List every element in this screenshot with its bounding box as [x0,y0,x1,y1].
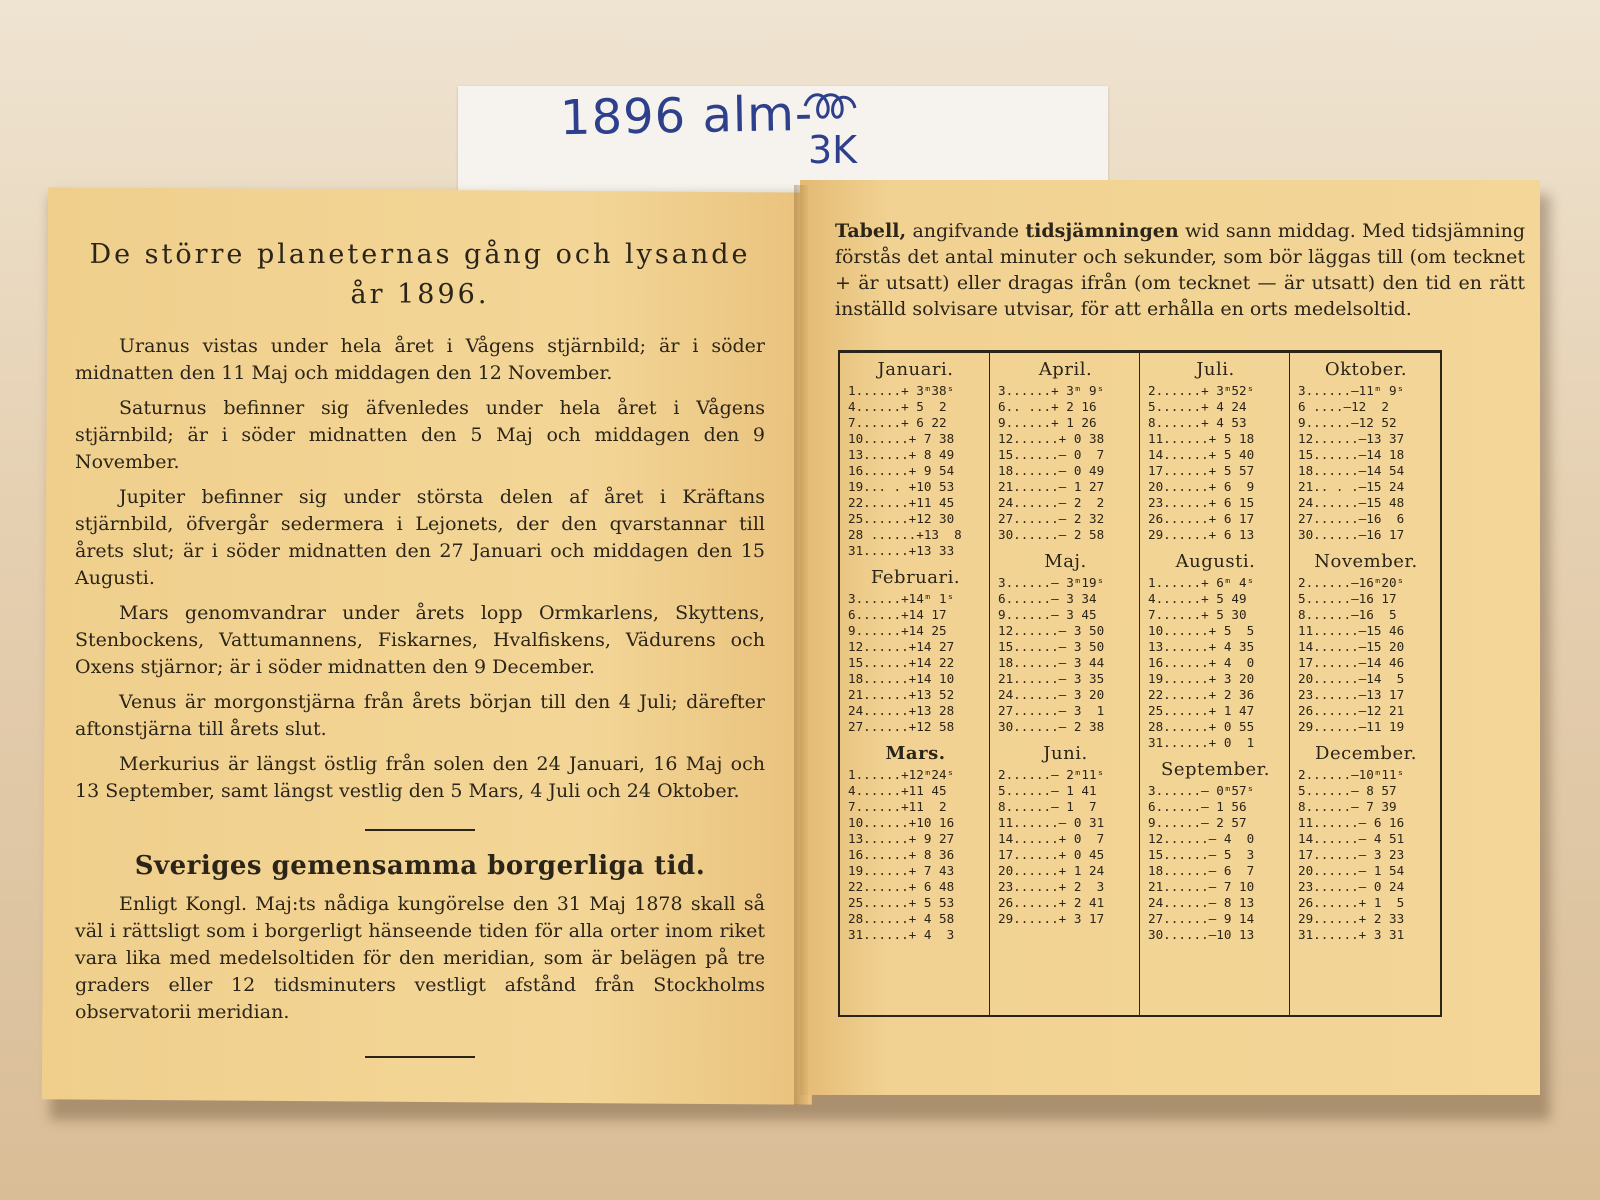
table-row: 31......+ 3 31 [1298,927,1405,942]
divider [365,829,475,831]
table-row: 22......+ 6 48 [848,879,955,894]
table-row: 16......+ 4 0 [1148,655,1255,670]
table-row: 7......+11 2 [848,799,947,814]
month-name: Februari. [870,567,961,588]
table-row: 5......+ 4 24 [1148,399,1247,414]
month-block [1298,359,1434,543]
paragraph-merkurius: Merkurius är längst östlig från solen den 24 Januari, 16 Maj och 13 September, samt längst vestlig den 5 Mars, 4 Juli och 24 Oktober. [75,753,765,802]
table-row: 18......— 6 7 [1148,863,1255,878]
table-row: 14......— 4 51 [1298,831,1405,846]
table-row: 13......+ 8 49 [848,447,955,462]
table-row: 22......+11 45 [848,495,955,510]
table-row: 30......—10 13 [1148,927,1255,942]
table-row: 17......+ 0 45 [998,847,1105,862]
table-row: 3......— 3ᵐ19ˢ [998,575,1105,590]
equation-of-time-table [838,350,1442,1017]
table-row: 12......+14 27 [848,639,955,654]
paragraph-mars: Mars genomvandrar under årets lopp Ormkarlens, Skyttens, Stenbockens, Vattumannens, Fiskarnes, Hvalfiskens, Vädurens och Oxens stjärnor; är i söder midnatten den 9 December. [75,602,765,678]
table-row: 24......— 8 13 [1148,895,1255,910]
table-row: 6.. ...+ 2 16 [998,399,1097,414]
table-row: 28 ......+13 8 [848,527,962,542]
table-row: 20......—14 5 [1298,671,1405,686]
table-row: 21.. . .—15 24 [1298,479,1405,494]
table-row: 18......—14 54 [1298,463,1405,478]
month-block [848,567,983,735]
table-row: 10......+10 16 [848,815,955,830]
month-block [1148,759,1283,943]
table-intro-mid: angifvande [906,220,1026,242]
paragraph-jupiter: Jupiter befinner sig under största delen af året i Kräftans stjärnbild, öfvergår sedermera i Lejonets, der den qvarstannar till årets slut; är i söder midnatten den 27 Januari och middagen den 15 Augusti. [75,486,765,589]
month-block [998,551,1133,735]
table-row: 24......—15 48 [1298,495,1405,510]
table-row: 29......+ 6 13 [1148,527,1255,542]
table-row: 5......— 8 57 [1298,783,1397,798]
table-row: 23......—13 17 [1298,687,1405,702]
month-name: Augusti. [1175,551,1256,572]
table-row: 3......+ 3ᵐ 9ˢ [998,383,1105,398]
table-row: 13......+ 9 27 [848,831,955,846]
table-row: 19......+ 7 43 [848,863,955,878]
table-row: 11......+ 5 18 [1148,431,1255,446]
table-row: 3......+14ᵐ 1ˢ [848,591,955,606]
month-name: April. [1038,359,1093,380]
table-row: 12......+ 0 38 [998,431,1105,446]
table-row: 20......— 1 54 [1298,863,1405,878]
table-row: 4......+ 5 49 [1148,591,1247,606]
table-row: 25......+ 1 47 [1148,703,1255,718]
paragraph-saturnus: Saturnus befinner sig äfvenledes under hela året i Vågens stjärnbild; är i söder midnatten den 5 Maj och middagen den 9 November. [75,397,765,473]
table-row: 21......— 1 27 [998,479,1105,494]
table-row: 3......—11ᵐ 9ˢ [1298,383,1405,398]
table-row: 19... . +10 53 [848,479,955,494]
table-row: 21......+13 52 [848,687,955,702]
table-row: 18......+14 10 [848,671,955,686]
table-row: 4......+11 45 [848,783,947,798]
table-row: 30......— 2 58 [998,527,1105,542]
table-column [840,353,990,1015]
table-column [1140,353,1290,1015]
month-name: Oktober. [1324,359,1408,380]
table-row: 17......—14 46 [1298,655,1405,670]
table-row: 9......+ 1 26 [998,415,1097,430]
table-row: 10......+ 7 38 [848,431,955,446]
month-name: November. [1314,551,1418,572]
month-name: Juni. [1043,743,1088,764]
table-row: 5......—16 17 [1298,591,1397,606]
table-row: 8......— 7 39 [1298,799,1397,814]
table-row: 27......— 3 1 [998,703,1105,718]
table-row: 18......— 0 49 [998,463,1105,478]
table-row: 1......+12ᵐ24ˢ [848,767,955,782]
table-row: 12......— 3 50 [998,623,1105,638]
table-row: 14......+ 5 40 [1148,447,1255,462]
table-row: 15......+14 22 [848,655,955,670]
table-row: 15......—14 18 [1298,447,1405,462]
table-row: 11......—15 46 [1298,623,1405,638]
table-row: 7......+ 5 30 [1148,607,1247,622]
month-name: December. [1315,743,1417,764]
table-row: 26......+ 2 41 [998,895,1105,910]
table-row: 27......+12 58 [848,719,955,734]
month-name: Maj. [1044,551,1087,572]
table-row: 9......+14 25 [848,623,947,638]
table-row: 8......— 1 7 [998,799,1097,814]
table-row: 5......— 1 41 [998,783,1097,798]
scribble-mark [800,86,860,126]
table-row: 16......+ 8 36 [848,847,955,862]
table-row: 14......+ 0 7 [998,831,1105,846]
month-block [1298,551,1434,735]
table-row: 1......+ 6ᵐ 4ˢ [1148,575,1255,590]
table-row: 31......+ 0 1 [1148,735,1255,750]
table-row: 29......+ 3 17 [998,911,1105,926]
table-column [1290,353,1440,1015]
page-title: De större planeternas gång och lysande år 1896. [89,239,751,310]
table-row: 7......+ 6 22 [848,415,947,430]
table-row: 31......+13 33 [848,543,955,558]
table-row: 25......+ 5 53 [848,895,955,910]
table-row: 9......— 3 45 [998,607,1097,622]
table-row: 15......— 3 50 [998,639,1105,654]
table-row: 22......+ 2 36 [1148,687,1255,702]
handwritten-price: 3K [808,128,858,172]
month-block [998,359,1133,543]
table-row: 2......—16ᵐ20ˢ [1298,575,1405,590]
table-row: 17......+ 5 57 [1148,463,1255,478]
table-row: 2......+ 3ᵐ52ˢ [1148,383,1255,398]
table-row: 18......— 3 44 [998,655,1105,670]
paragraph-uranus: Uranus vistas under hela året i Vågens stjärnbild; är i söder midnatten den 11 Maj och middagen den 12 November. [75,335,765,384]
table-row: 23......— 0 24 [1298,879,1405,894]
table-row: 24......— 2 2 [998,495,1105,510]
table-row: 28......+ 0 55 [1148,719,1255,734]
table-row: 16......+ 9 54 [848,463,955,478]
month-block [1148,551,1283,751]
table-row: 9......— 2 57 [1148,815,1247,830]
table-row: 11......— 0 31 [998,815,1105,830]
table-row: 8......+ 4 53 [1148,415,1247,430]
section-heading: Sveriges gemensamma borgerliga tid. [134,851,706,881]
table-row: 23......+ 2 3 [998,879,1105,894]
month-block [998,743,1133,927]
month-name: September. [1161,759,1270,780]
table-row: 6......— 3 34 [998,591,1097,606]
table-row: 9......—12 52 [1298,415,1397,430]
table-row: 17......— 3 23 [1298,847,1405,862]
table-row: 24......— 3 20 [998,687,1105,702]
table-row: 24......+13 28 [848,703,955,718]
table-row: 2......—10ᵐ11ˢ [1298,767,1405,782]
table-row: 21......— 3 35 [998,671,1105,686]
table-intro [835,218,1525,322]
table-row: 26......—12 21 [1298,703,1405,718]
left-page-content [75,235,765,1058]
table-intro-lead: Tabell, [835,220,907,242]
table-row: 26......+ 1 5 [1298,895,1405,910]
table-row: 23......+ 6 15 [1148,495,1255,510]
table-row: 19......+ 3 20 [1148,671,1255,686]
book-spine [794,185,808,1105]
table-row: 26......+ 6 17 [1148,511,1255,526]
month-name: Januari. [877,359,954,380]
table-row: 20......+ 1 24 [998,863,1105,878]
handwritten-note: 1896 alm- [559,85,814,147]
month-block [848,743,983,943]
month-block [1148,359,1283,543]
table-row: 15......— 0 7 [998,447,1105,462]
table-row: 6......+14 17 [848,607,947,622]
table-row: 30......—16 17 [1298,527,1405,542]
table-intro-term: tidsjämningen [1025,220,1179,242]
table-row: 6......— 1 56 [1148,799,1247,814]
table-row: 15......— 5 3 [1148,847,1255,862]
table-row: 27......— 9 14 [1148,911,1255,926]
month-name: Juli. [1196,359,1235,380]
table-row: 27......—16 6 [1298,511,1405,526]
table-row: 12......—13 37 [1298,431,1405,446]
table-row: 29......—11 19 [1298,719,1405,734]
month-block [1298,743,1434,943]
table-row: 28......+ 4 58 [848,911,955,926]
paragraph-venus: Venus är morgonstjärna från årets början till den 4 Juli; därefter aftonstjärna till årets slut. [75,691,765,740]
table-row: 1......+ 3ᵐ38ˢ [848,383,955,398]
table-row: 29......+ 2 33 [1298,911,1405,926]
table-row: 2......— 2ᵐ11ˢ [998,767,1105,782]
table-row: 25......+12 30 [848,511,955,526]
table-row: 31......+ 4 3 [848,927,955,942]
table-column [990,353,1140,1015]
table-row: 8......—16 5 [1298,607,1397,622]
table-row: 4......+ 5 2 [848,399,947,414]
table-row: 27......— 2 32 [998,511,1105,526]
table-row: 30......— 2 38 [998,719,1105,734]
table-row: 14......—15 20 [1298,639,1405,654]
table-row: 11......— 6 16 [1298,815,1405,830]
table-row: 10......+ 5 5 [1148,623,1255,638]
table-row: 20......+ 6 9 [1148,479,1255,494]
month-name: Mars. [885,743,946,764]
divider-bottom [365,1056,475,1058]
table-row: 3......— 0ᵐ57ˢ [1148,783,1255,798]
table-row: 21......— 7 10 [1148,879,1255,894]
table-row: 13......+ 4 35 [1148,639,1255,654]
table-row: 6 ....—12 2 [1298,399,1389,414]
month-block [848,359,983,559]
paragraph-borgerliga-tid: Enligt Kongl. Maj:ts nådiga kungörelse den 31 Maj 1878 skall så väl i rättsligt som i borgerligt hänseende tiden för alla orter inom riket vara lika med medelsoltiden för den meridian, som är belägen på tre graders eller 12 tidsminuters vestligt afstånd från Stockholms observatorii meridian. [75,893,765,1023]
table-row: 12......— 4 0 [1148,831,1255,846]
table-intro-rest: wid sann middag. Med tidsjämning förstås det antal minuter och sekunder, som bör läggas till (om tecknet + är utsatt) eller dragas ifrån (om tecknet — är utsatt) den tid en rätt inställd solvisare utvisar, för att erhålla en orts medelsoltid. [835,220,1525,320]
